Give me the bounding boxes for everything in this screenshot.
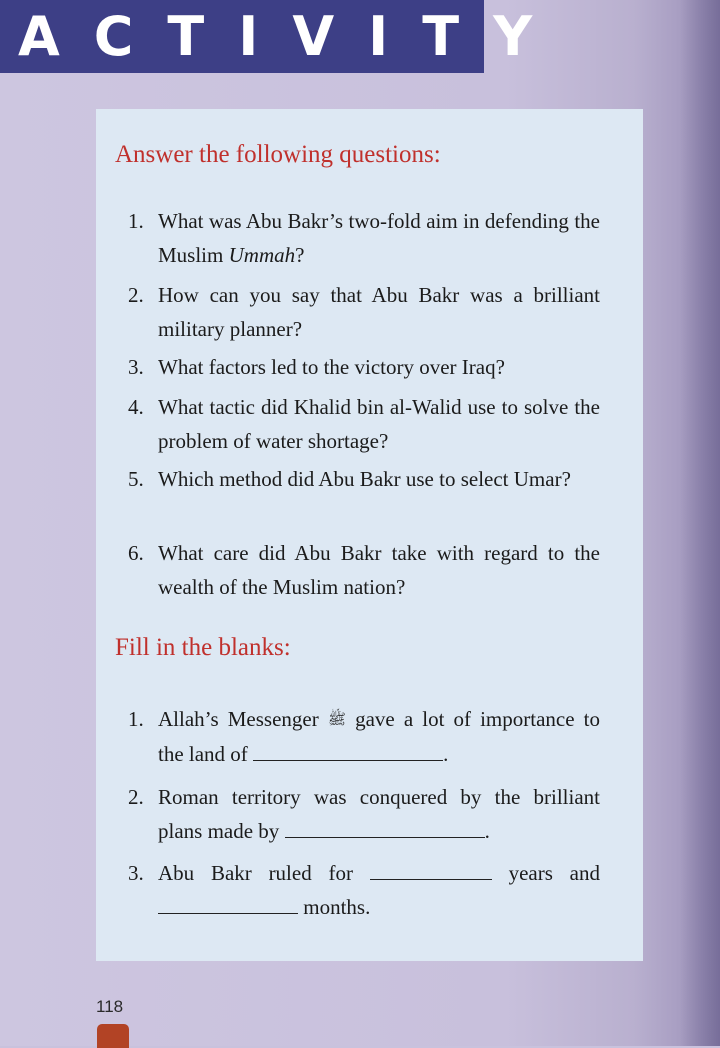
answer-blank[interactable]: [158, 893, 298, 914]
question-text-italic: Ummah: [228, 243, 296, 267]
question-text: [158, 204, 600, 272]
fill-text: [158, 702, 600, 771]
banner-title: ACTIVITY: [18, 5, 567, 68]
fill-text: [158, 856, 600, 924]
question-item-4: [128, 390, 600, 458]
fill-item-2: [128, 780, 600, 848]
answer-blank[interactable]: [285, 817, 485, 838]
question-text: What care did Abu Bakr take with regard to the wealth of the Muslim nation?: [158, 541, 600, 599]
question-item-3: [128, 350, 600, 384]
fill-text-part: years and: [491, 861, 600, 885]
fill-text-part: Roman territory was conquered by the brilliant plans made by: [158, 785, 600, 843]
question-text-part: ?: [295, 243, 305, 267]
fill-text-part: .: [443, 742, 449, 766]
question-number: 1.: [128, 209, 144, 233]
fill-text-part: Allah’s Messenger: [158, 707, 328, 731]
answer-blank[interactable]: [253, 740, 443, 761]
question-number: 2.: [128, 283, 144, 307]
honorific-symbol: ﷺ: [327, 712, 346, 728]
fill-text: [158, 780, 600, 848]
question-text: Which method did Abu Bakr use to select Umar?: [158, 467, 571, 491]
fill-blanks-heading: Fill in the blanks:: [115, 634, 291, 661]
activity-banner: [0, 0, 567, 73]
answer-blank[interactable]: [370, 859, 492, 880]
question-number: 6.: [128, 541, 144, 565]
book-spine-shadow: [680, 0, 720, 1046]
fill-text-part: .: [484, 819, 490, 843]
fill-number: 3.: [128, 861, 144, 885]
fill-text-part: gave a lot of importance to the land of: [158, 707, 600, 766]
question-item-5: [128, 462, 600, 496]
question-item-1: [128, 204, 600, 272]
question-text: What factors led to the victory over Iraq?: [158, 355, 505, 379]
fill-item-1: [128, 702, 600, 771]
fill-number: 2.: [128, 785, 144, 809]
question-text-part: What was Abu Bakr’s two-fold aim in defending the Muslim: [158, 209, 600, 267]
question-item-6: [128, 536, 600, 604]
question-number: 3.: [128, 355, 144, 379]
question-number: 4.: [128, 395, 144, 419]
page-number: 118: [96, 997, 124, 1016]
question-item-2: [128, 278, 600, 346]
fill-text-part: Abu Bakr ruled for: [158, 861, 370, 885]
question-text: What tactic did Khalid bin al-Walid use to solve the problem of water shortage?: [158, 395, 600, 453]
page-tab-marker: [97, 1024, 129, 1048]
question-text: How can you say that Abu Bakr was a brilliant military planner?: [158, 283, 600, 341]
question-number: 5.: [128, 467, 144, 491]
questions-heading: Answer the following questions:: [115, 141, 441, 168]
fill-text-part: months.: [298, 895, 371, 919]
fill-item-3: [128, 856, 600, 924]
fill-number: 1.: [128, 707, 144, 731]
